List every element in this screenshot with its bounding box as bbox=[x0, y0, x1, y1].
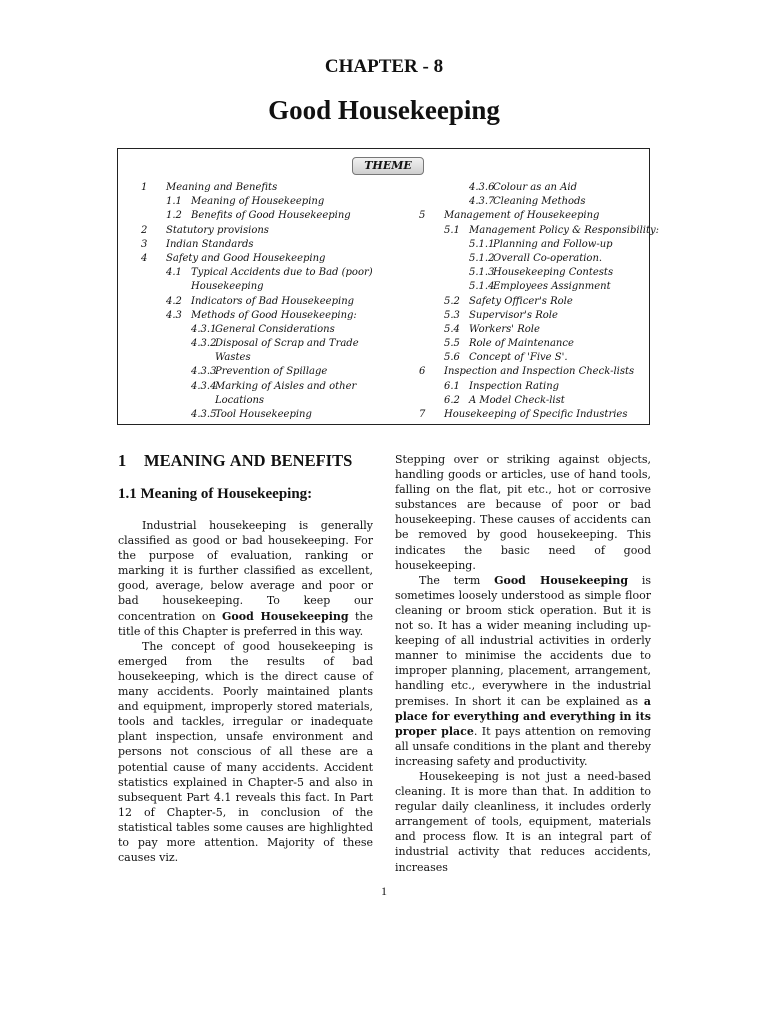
paragraph: The concept of good housekeeping is emerged from the results of bad housekeeping, which is the direct cause of many accidents. Poorly maintained plants and equipment, improperly stored materials, tools and tackles, irregular or inadequate plant inspection, unsafe environment and persons not conscious of all these are a potential cause of many accidents. Accident statistics explained in Chapter-5 and also in subsequent Part 4.1 reveals this fact. In Part 12 of Chapter-5, in conclusion of the statistical tables some causes are highlighted to pay more attention. Majority of these causes viz. bbox=[118, 639, 373, 865]
theme-item-text: Employees Assignment bbox=[493, 281, 611, 293]
paragraph: Stepping over or striking against objects, handling goods or articles, use of hand tools, falling on the flat, pit etc., hot or corrosive substances are because of poor or bad housekeeping. These causes of accidents can be removed by good housekeeping. This indicates the basic need of good housekeeping. bbox=[395, 453, 651, 572]
section-heading bbox=[118, 451, 352, 471]
theme-item-number: 2 bbox=[141, 224, 148, 236]
theme-item-text: Concept of 'Five S'. bbox=[469, 352, 568, 364]
theme-item-number: 1 bbox=[141, 182, 148, 193]
theme-item-number: 4.3.1 bbox=[191, 323, 217, 335]
theme-item-text: Indian Standards bbox=[166, 238, 254, 250]
chapter-title: Good Housekeeping bbox=[268, 95, 500, 125]
theme-item-number: 4.2 bbox=[166, 295, 182, 307]
theme-item-text: General Considerations bbox=[215, 323, 335, 335]
theme-item-number: 4.3.3 bbox=[191, 366, 217, 378]
theme-item-text: Supervisor's Role bbox=[469, 309, 558, 321]
theme-item-number: 5.4 bbox=[444, 323, 460, 335]
theme-item-text: Management of Housekeeping bbox=[444, 210, 600, 222]
theme-item-text: Housekeeping of Specific Industries bbox=[444, 409, 628, 420]
subsection-heading: 1.1 Meaning of Housekeeping: bbox=[118, 486, 313, 502]
theme-item-text: Inspection and Inspection Check-lists bbox=[444, 366, 635, 378]
theme-item-number: 6.2 bbox=[444, 394, 460, 406]
theme-item-number: 6.1 bbox=[444, 380, 460, 392]
theme-item-text: Colour as an Aid bbox=[493, 182, 577, 193]
theme-item-text: Role of Maintenance bbox=[469, 338, 574, 350]
theme-item-text: Meaning of Housekeeping bbox=[191, 196, 325, 208]
theme-item-number: 5 bbox=[419, 210, 426, 222]
section-number: 1 bbox=[118, 451, 127, 470]
theme-item-text: Cleaning Methods bbox=[493, 196, 586, 208]
theme-item-text: Wastes bbox=[215, 352, 251, 364]
theme-item-text: Tool Housekeeping bbox=[215, 409, 312, 420]
theme-item-text: Meaning and Benefits bbox=[166, 182, 278, 193]
theme-item-text: Prevention of Spillage bbox=[215, 366, 328, 378]
theme-item-text: Statutory provisions bbox=[166, 224, 269, 236]
theme-item-number: 4 bbox=[141, 252, 148, 264]
body-column-right bbox=[395, 452, 651, 875]
page-number: 1 bbox=[381, 884, 387, 898]
theme-item-number: 4.3 bbox=[166, 309, 182, 321]
theme-item-text: Inspection Rating bbox=[469, 380, 560, 392]
theme-item-text: Management Policy & Responsibility: bbox=[469, 224, 660, 236]
theme-item-text: Safety and Good Housekeeping bbox=[166, 252, 326, 264]
theme-item-number: 6 bbox=[419, 366, 426, 378]
theme-item-number: 4.3.2 bbox=[191, 338, 217, 350]
theme-item-number: 5.1.1 bbox=[469, 238, 495, 250]
theme-item-number: 4.3.5 bbox=[191, 409, 217, 420]
theme-item-number: 4.3.6 bbox=[469, 182, 495, 193]
theme-item-text: Methods of Good Housekeeping: bbox=[191, 309, 357, 321]
theme-item-number: 5.1 bbox=[444, 224, 460, 236]
theme-item-number: 5.6 bbox=[444, 352, 460, 364]
theme-item-number: 1.2 bbox=[166, 210, 182, 222]
theme-item-number: 4.3.4 bbox=[191, 380, 217, 392]
paragraph: Housekeeping is not just a need-based cleaning. It is more than that. In addition to regular daily cleanliness, it includes orderly arrangement of tools, equipment, materials and process flow. It is an integral part of industrial activity that reduces accidents, increases bbox=[395, 769, 651, 874]
theme-item-text: Housekeeping bbox=[191, 281, 264, 293]
theme-item-text: Overall Co-operation. bbox=[493, 252, 603, 264]
theme-item-number: 5.1.3 bbox=[469, 267, 495, 279]
theme-item-text: Benefits of Good Housekeeping bbox=[191, 210, 351, 222]
theme-item-number: 4.3.7 bbox=[469, 196, 495, 208]
theme-item-number: 5.1.4 bbox=[469, 281, 495, 293]
theme-item-number: 5.2 bbox=[444, 295, 460, 307]
theme-item-text: Locations bbox=[215, 394, 265, 406]
theme-item-number: 1.1 bbox=[166, 196, 182, 208]
theme-item-number: 5.5 bbox=[444, 338, 460, 350]
theme-item-number: 4.1 bbox=[166, 267, 182, 279]
theme-item-number: 5.1.2 bbox=[469, 252, 495, 264]
theme-item-text: Marking of Aisles and other bbox=[215, 380, 357, 392]
theme-item-text: A Model Check-list bbox=[469, 394, 565, 406]
section-title: MEANING AND BENEFITS bbox=[144, 451, 353, 470]
theme-tag: THEME bbox=[352, 157, 424, 175]
theme-item-text: Safety Officer's Role bbox=[469, 295, 573, 307]
theme-item-text: Typical Accidents due to Bad (poor) bbox=[191, 267, 373, 279]
theme-item-number: 5.3 bbox=[444, 309, 460, 321]
paragraph: The term Good Housekeeping is sometimes loosely understood as simple floor cleaning or broom stick operation. But it is not so. It has a wider meaning including up-keeping of all industrial activities in orderly manner to minimise the accidents due to improper planning, placement, arrangement, handling etc., everywhere in the industrial premises. In short it can be explained as a place for everything and everything in its proper place. It pays attention on removing all unsafe conditions in the plant and thereby increasing safety and productivity. bbox=[395, 573, 651, 768]
theme-item-text: Housekeeping Contests bbox=[493, 267, 614, 279]
body-column-left bbox=[118, 518, 373, 865]
theme-item-text: Indicators of Bad Housekeeping bbox=[191, 295, 355, 307]
paragraph: Industrial housekeeping is generally classified as good or bad housekeeping. For the purpose of evaluation, ranking or marking it is further classified as excellent, good, average, below average and poor or bad housekeeping. To keep our concentration on Good Housekeeping the title of this Chapter is preferred in this way. bbox=[118, 519, 373, 638]
theme-item-text: Planning and Follow-up bbox=[493, 238, 613, 250]
theme-item-text: Disposal of Scrap and Trade bbox=[215, 338, 359, 350]
theme-item-number: 7 bbox=[419, 409, 426, 420]
theme-item-number: 3 bbox=[141, 238, 148, 250]
theme-item-text: Workers' Role bbox=[469, 323, 540, 335]
chapter-label: CHAPTER - 8 bbox=[324, 56, 444, 77]
